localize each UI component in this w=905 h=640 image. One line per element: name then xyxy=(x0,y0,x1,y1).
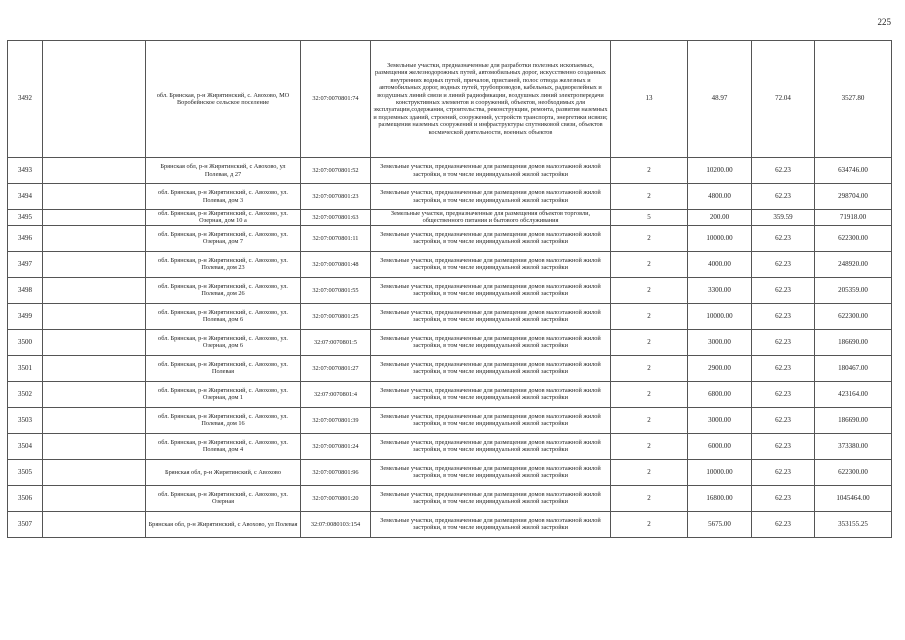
use-group-cell: 2 xyxy=(611,225,688,251)
cadastral-value-cell: 622300.00 xyxy=(815,225,892,251)
cadastral-value-cell: 186690.00 xyxy=(815,329,892,355)
address-cell: обл. Брянская, р-н Жирятинский, с. Авохово, ул. Полевая, дом 26 xyxy=(146,277,301,303)
blank-cell xyxy=(43,485,146,511)
area-cell: 3000.00 xyxy=(688,407,752,433)
area-cell: 16800.00 xyxy=(688,485,752,511)
permitted-use-cell: Земельные участки, предназначенные для размещения объектов торговли, общественного питания и бытового обслуживания xyxy=(371,210,611,226)
permitted-use-cell: Земельные участки, предназначенные для разработки полезных ископаемых, размещения железнодорожных путей, автомобильных дорог, искусственно созданных внутренних водных путей, причалов, пристаней, полос отвода железных и автомобильных дорог, водных путей, трубопроводов, кабельных, радиорелейных и воздушных линий связи и линий радиофикации, воздушных линий электропередачи конструктивных элементов и сооружений, объектов, необходимых для эксплуатации,содержания, строительства, реконструкции, ремонта, развития наземных и подземных зданий, строений, сооружений, устройств транспорта, энергетики исвязи; размещения наземных сооружений и инфраструктуры спутниковой связи, объектов космической деятельности, военных объектов xyxy=(371,41,611,158)
row-number-cell: 3507 xyxy=(8,511,43,537)
blank-cell xyxy=(43,329,146,355)
cadastral-value-cell: 180467.00 xyxy=(815,355,892,381)
cadastral-number-cell: 32:07:0070801:23 xyxy=(301,184,371,210)
address-cell: обл. Брянская, р-н Жирятинский, с. Авохово, ул. Озерная, дом 10 а xyxy=(146,210,301,226)
area-cell: 10200.00 xyxy=(688,158,752,184)
cadastral-number-cell: 32:07:0080103:154 xyxy=(301,511,371,537)
use-group-cell: 2 xyxy=(611,355,688,381)
permitted-use-cell: Земельные участки, предназначенные для размещения домов малоэтажной жилой застройки, в том числе индивидуальной жилой застройки xyxy=(371,433,611,459)
cadastral-number-cell: 32:07:0070801:63 xyxy=(301,210,371,226)
table-row xyxy=(8,158,892,184)
row-number-cell: 3503 xyxy=(8,407,43,433)
permitted-use-cell: Земельные участки, предназначенные для размещения домов малоэтажной жилой застройки, в том числе индивидуальной жилой застройки xyxy=(371,485,611,511)
address-cell: обл. Брянская, р-н Жирятинский, с. Авохово, МО Воробейнское сельское поселение xyxy=(146,41,301,158)
specific-value-cell: 359.59 xyxy=(752,210,815,226)
table-row xyxy=(8,459,892,485)
cadastral-number-cell: 32:07:0070801:24 xyxy=(301,433,371,459)
use-group-cell: 2 xyxy=(611,485,688,511)
specific-value-cell: 62.23 xyxy=(752,158,815,184)
cadastral-value-cell: 622300.00 xyxy=(815,459,892,485)
area-cell: 10000.00 xyxy=(688,459,752,485)
table-row xyxy=(8,251,892,277)
area-cell: 6000.00 xyxy=(688,433,752,459)
cadastral-number-cell: 32:07:0070801:27 xyxy=(301,355,371,381)
row-number-cell: 3498 xyxy=(8,277,43,303)
blank-cell xyxy=(43,407,146,433)
area-cell: 5675.00 xyxy=(688,511,752,537)
area-cell: 200.00 xyxy=(688,210,752,226)
area-cell: 48.97 xyxy=(688,41,752,158)
permitted-use-cell: Земельные участки, предназначенные для размещения домов малоэтажной жилой застройки, в том числе индивидуальной жилой застройки xyxy=(371,355,611,381)
row-number-cell: 3494 xyxy=(8,184,43,210)
cadastral-value-cell: 1045464.00 xyxy=(815,485,892,511)
specific-value-cell: 62.23 xyxy=(752,184,815,210)
specific-value-cell: 62.23 xyxy=(752,277,815,303)
table-row xyxy=(8,277,892,303)
row-number-cell: 3505 xyxy=(8,459,43,485)
cadastral-value-cell: 3527.80 xyxy=(815,41,892,158)
cadastral-value-cell: 634746.00 xyxy=(815,158,892,184)
permitted-use-cell: Земельные участки, предназначенные для размещения домов малоэтажной жилой застройки, в том числе индивидуальной жилой застройки xyxy=(371,381,611,407)
row-number-cell: 3506 xyxy=(8,485,43,511)
cadastral-value-cell: 205359.00 xyxy=(815,277,892,303)
use-group-cell: 2 xyxy=(611,251,688,277)
area-cell: 3000.00 xyxy=(688,329,752,355)
page-number: 225 xyxy=(877,17,891,27)
use-group-cell: 2 xyxy=(611,277,688,303)
address-cell: обл. Брянская, р-н Жирятинский, с. Авохово, ул. Озерная, дом 6 xyxy=(146,329,301,355)
permitted-use-cell: Земельные участки, предназначенные для размещения домов малоэтажной жилой застройки, в том числе индивидуальной жилой застройки xyxy=(371,251,611,277)
address-cell: Брянская обл, р-н Жирятинский, с Авохово, ул Полевая xyxy=(146,511,301,537)
permitted-use-cell: Земельные участки, предназначенные для размещения домов малоэтажной жилой застройки, в том числе индивидуальной жилой застройки xyxy=(371,184,611,210)
row-number-cell: 3495 xyxy=(8,210,43,226)
address-cell: обл. Брянская, р-н Жирятинский, с. Авохово, ул. Озерная xyxy=(146,485,301,511)
cadastral-value-cell: 298704.00 xyxy=(815,184,892,210)
use-group-cell: 2 xyxy=(611,511,688,537)
use-group-cell: 2 xyxy=(611,459,688,485)
address-cell: Брянская обл, р-н Жирятинский, с Авохово xyxy=(146,459,301,485)
address-cell: обл. Брянская, р-н Жирятинский, с. Авохово, ул. Полевая, дом 4 xyxy=(146,433,301,459)
specific-value-cell: 62.23 xyxy=(752,485,815,511)
use-group-cell: 2 xyxy=(611,303,688,329)
table-row xyxy=(8,184,892,210)
row-number-cell: 3499 xyxy=(8,303,43,329)
blank-cell xyxy=(43,277,146,303)
table-row xyxy=(8,210,892,226)
address-cell: обл. Брянская, р-н Жирятинский, с. Авохово, ул. Полевая, дом 3 xyxy=(146,184,301,210)
row-number-cell: 3493 xyxy=(8,158,43,184)
table-row xyxy=(8,225,892,251)
blank-cell xyxy=(43,381,146,407)
area-cell: 3300.00 xyxy=(688,277,752,303)
table-row xyxy=(8,511,892,537)
table-body xyxy=(8,41,892,538)
address-cell: обл. Брянская, р-н Жирятинский, с. Авохово, ул. Озерная, дом 1 xyxy=(146,381,301,407)
permitted-use-cell: Земельные участки, предназначенные для размещения домов малоэтажной жилой застройки, в том числе индивидуальной жилой застройки xyxy=(371,277,611,303)
cadastral-number-cell: 32:07:0070801:74 xyxy=(301,41,371,158)
address-cell: Брянская обл, р-н Жирятинский, с Авохово, ул Полевая, д 27 xyxy=(146,158,301,184)
specific-value-cell: 72.04 xyxy=(752,41,815,158)
blank-cell xyxy=(43,459,146,485)
specific-value-cell: 62.23 xyxy=(752,407,815,433)
use-group-cell: 2 xyxy=(611,381,688,407)
cadastral-value-cell: 186690.00 xyxy=(815,407,892,433)
specific-value-cell: 62.23 xyxy=(752,225,815,251)
area-cell: 4800.00 xyxy=(688,184,752,210)
permitted-use-cell: Земельные участки, предназначенные для размещения домов малоэтажной жилой застройки, в том числе индивидуальной жилой застройки xyxy=(371,511,611,537)
use-group-cell: 2 xyxy=(611,433,688,459)
row-number-cell: 3496 xyxy=(8,225,43,251)
area-cell: 10000.00 xyxy=(688,225,752,251)
cadastral-value-cell: 622300.00 xyxy=(815,303,892,329)
area-cell: 6800.00 xyxy=(688,381,752,407)
table-row xyxy=(8,355,892,381)
row-number-cell: 3497 xyxy=(8,251,43,277)
cadastral-number-cell: 32:07:0070801:5 xyxy=(301,329,371,355)
blank-cell xyxy=(43,184,146,210)
address-cell: обл. Брянская, р-н Жирятинский, с. Авохово, ул. Озерная, дом 7 xyxy=(146,225,301,251)
permitted-use-cell: Земельные участки, предназначенные для размещения домов малоэтажной жилой застройки, в том числе индивидуальной жилой застройки xyxy=(371,329,611,355)
specific-value-cell: 62.23 xyxy=(752,355,815,381)
permitted-use-cell: Земельные участки, предназначенные для размещения домов малоэтажной жилой застройки, в том числе индивидуальной жилой застройки xyxy=(371,158,611,184)
address-cell: обл. Брянская, р-н Жирятинский, с. Авохово, ул. Полевая, дом 23 xyxy=(146,251,301,277)
use-group-cell: 2 xyxy=(611,329,688,355)
table-row xyxy=(8,329,892,355)
cadastral-value-cell: 353155.25 xyxy=(815,511,892,537)
specific-value-cell: 62.23 xyxy=(752,459,815,485)
row-number-cell: 3502 xyxy=(8,381,43,407)
table-row xyxy=(8,41,892,158)
cadastral-number-cell: 32:07:0070801:25 xyxy=(301,303,371,329)
specific-value-cell: 62.23 xyxy=(752,251,815,277)
specific-value-cell: 62.23 xyxy=(752,381,815,407)
blank-cell xyxy=(43,41,146,158)
cadastral-number-cell: 32:07:0070801:4 xyxy=(301,381,371,407)
blank-cell xyxy=(43,433,146,459)
address-cell: обл. Брянская, р-н Жирятинский, с. Авохово, ул. Полевая, дом 6 xyxy=(146,303,301,329)
use-group-cell: 2 xyxy=(611,158,688,184)
use-group-cell: 2 xyxy=(611,407,688,433)
blank-cell xyxy=(43,158,146,184)
blank-cell xyxy=(43,210,146,226)
area-cell: 4000.00 xyxy=(688,251,752,277)
table-row xyxy=(8,407,892,433)
permitted-use-cell: Земельные участки, предназначенные для размещения домов малоэтажной жилой застройки, в том числе индивидуальной жилой застройки xyxy=(371,225,611,251)
row-number-cell: 3500 xyxy=(8,329,43,355)
blank-cell xyxy=(43,251,146,277)
cadastral-value-cell: 248920.00 xyxy=(815,251,892,277)
table-row xyxy=(8,381,892,407)
cadastral-number-cell: 32:07:0070801:39 xyxy=(301,407,371,433)
blank-cell xyxy=(43,511,146,537)
specific-value-cell: 62.23 xyxy=(752,329,815,355)
cadastral-number-cell: 32:07:0070801:55 xyxy=(301,277,371,303)
area-cell: 2900.00 xyxy=(688,355,752,381)
use-group-cell: 13 xyxy=(611,41,688,158)
table-row xyxy=(8,485,892,511)
land-parcel-table xyxy=(7,40,892,538)
use-group-cell: 2 xyxy=(611,184,688,210)
blank-cell xyxy=(43,303,146,329)
permitted-use-cell: Земельные участки, предназначенные для размещения домов малоэтажной жилой застройки, в том числе индивидуальной жилой застройки xyxy=(371,407,611,433)
cadastral-value-cell: 373380.00 xyxy=(815,433,892,459)
cadastral-value-cell: 71918.00 xyxy=(815,210,892,226)
specific-value-cell: 62.23 xyxy=(752,511,815,537)
use-group-cell: 5 xyxy=(611,210,688,226)
cadastral-number-cell: 32:07:0070801:20 xyxy=(301,485,371,511)
permitted-use-cell: Земельные участки, предназначенные для размещения домов малоэтажной жилой застройки, в том числе индивидуальной жилой застройки xyxy=(371,303,611,329)
address-cell: обл. Брянская, р-н Жирятинский, с. Авохово, ул. Полевая xyxy=(146,355,301,381)
table-row xyxy=(8,433,892,459)
permitted-use-cell: Земельные участки, предназначенные для размещения домов малоэтажной жилой застройки, в том числе индивидуальной жилой застройки xyxy=(371,459,611,485)
row-number-cell: 3504 xyxy=(8,433,43,459)
row-number-cell: 3492 xyxy=(8,41,43,158)
specific-value-cell: 62.23 xyxy=(752,303,815,329)
blank-cell xyxy=(43,225,146,251)
blank-cell xyxy=(43,355,146,381)
cadastral-number-cell: 32:07:0070801:11 xyxy=(301,225,371,251)
table-row xyxy=(8,303,892,329)
address-cell: обл. Брянская, р-н Жирятинский, с. Авохово, ул. Полевая, дом 16 xyxy=(146,407,301,433)
row-number-cell: 3501 xyxy=(8,355,43,381)
specific-value-cell: 62.23 xyxy=(752,433,815,459)
area-cell: 10000.00 xyxy=(688,303,752,329)
cadastral-value-cell: 423164.00 xyxy=(815,381,892,407)
cadastral-number-cell: 32:07:0070801:48 xyxy=(301,251,371,277)
cadastral-number-cell: 32:07:0070801:52 xyxy=(301,158,371,184)
cadastral-number-cell: 32:07:0070801:96 xyxy=(301,459,371,485)
